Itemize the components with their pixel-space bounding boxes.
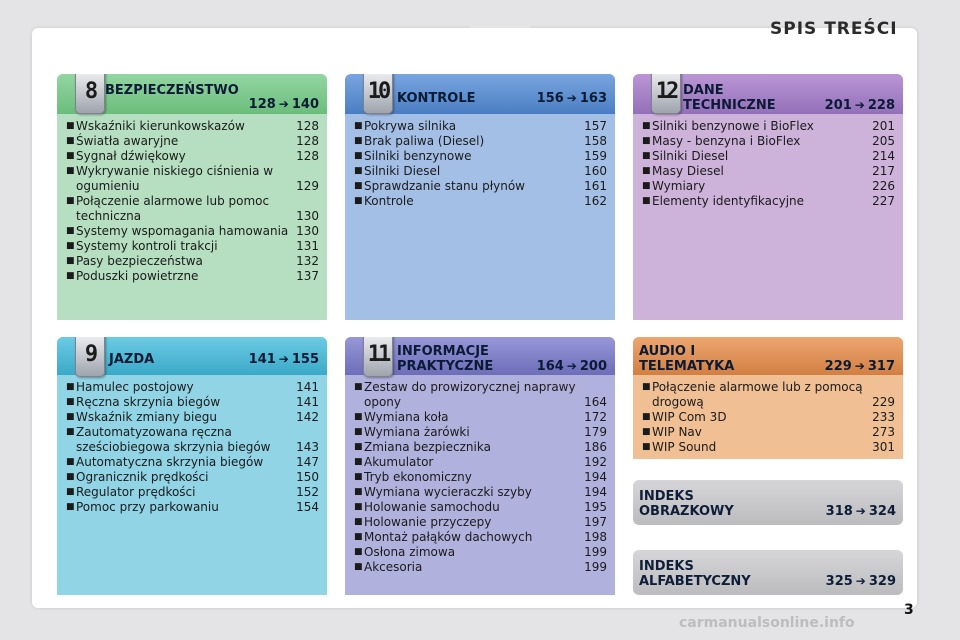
toc-entry[interactable] — [57, 380, 327, 395]
bullet-icon: ■ — [642, 196, 651, 206]
page-title: SPIS TREŚCI — [770, 19, 898, 39]
section-header — [57, 337, 327, 375]
bullet-icon: ■ — [354, 136, 363, 146]
toc-entry-page: 197 — [584, 515, 607, 529]
toc-entry-label: Sygnał dźwiękowy — [76, 149, 186, 163]
toc-entry[interactable] — [345, 545, 615, 560]
chapter-badge: 9 — [75, 337, 105, 377]
section-items — [57, 114, 327, 320]
bullet-icon: ■ — [354, 121, 363, 131]
toc-entry-label: Brak paliwa (Diesel) — [364, 134, 485, 148]
toc-entry-page: 128 — [296, 149, 319, 163]
section-title: BEZPIECZEŃSTWO — [105, 83, 239, 98]
section-page-range: 128 ➔ 140 — [248, 97, 319, 112]
toc-entry-label: Poduszki powietrzne — [76, 269, 199, 283]
bullet-icon: ■ — [354, 181, 363, 191]
toc-entry-label: Ręczna skrzynia biegów — [76, 395, 221, 409]
bullet-icon: ■ — [642, 136, 651, 146]
section-dane-techniczne[interactable] — [633, 74, 903, 320]
toc-entry-label: Masy Diesel — [652, 164, 724, 178]
arrow-right-icon: ➔ — [566, 359, 577, 373]
toc-entry-page: 195 — [584, 500, 607, 514]
toc-entry-page: 199 — [584, 545, 607, 559]
index-page-range: 318 ➔ 324 — [825, 504, 896, 519]
toc-entry-label: Masy - benzyna i BioFlex — [652, 134, 801, 148]
toc-entry-page: 147 — [296, 455, 319, 469]
toc-entry-label: WIP Com 3D — [652, 410, 727, 424]
toc-entry-label: Systemy kontroli trakcji — [76, 239, 218, 253]
toc-entry-page: 128 — [296, 134, 319, 148]
toc-entry[interactable] — [633, 149, 903, 164]
bullet-icon: ■ — [66, 487, 75, 497]
toc-entry-label: Pasy bezpieczeństwa — [76, 254, 203, 268]
toc-entry-label: Montaż pałąków dachowych — [364, 530, 533, 544]
toc-entry-label: Automatyczna skrzynia biegów — [76, 455, 264, 469]
bullet-icon: ■ — [66, 151, 75, 161]
toc-entry-label: Holowanie samochodu — [364, 500, 500, 514]
bullet-icon: ■ — [66, 196, 75, 206]
toc-entry-page: 142 — [296, 410, 319, 424]
toc-entry-page: 194 — [584, 485, 607, 499]
bullet-icon: ■ — [354, 382, 363, 392]
section-items — [345, 375, 615, 595]
bullet-icon: ■ — [354, 472, 363, 482]
section-header — [345, 337, 615, 375]
toc-entry-label: Silniki Diesel — [652, 149, 729, 163]
toc-entry[interactable] — [345, 500, 615, 515]
toc-entry-label: Silniki benzynowe — [364, 149, 472, 163]
toc-entry-label: Wymiana koła — [364, 410, 449, 424]
toc-entry[interactable] — [57, 425, 327, 455]
toc-entry-page: 137 — [296, 269, 319, 283]
toc-entry-page: 164 — [584, 395, 607, 409]
toc-entry-label: Sprawdzanie stanu płynów — [364, 179, 525, 193]
toc-entry[interactable] — [345, 470, 615, 485]
toc-entry-page: 143 — [296, 440, 319, 454]
toc-entry[interactable] — [57, 254, 327, 269]
section-jazda[interactable] — [57, 337, 327, 595]
toc-entry-label: Elementy identyfikacyjne — [652, 194, 805, 208]
toc-entry-page: 192 — [584, 455, 607, 469]
toc-entry[interactable] — [633, 179, 903, 194]
arrow-right-icon: ➔ — [278, 97, 289, 111]
bullet-icon: ■ — [642, 382, 651, 392]
toc-entry[interactable] — [57, 410, 327, 425]
section-title: INFORMACJE PRAKTYCZNE — [397, 344, 494, 374]
bullet-icon: ■ — [66, 241, 75, 251]
bullet-icon: ■ — [66, 502, 75, 512]
page-number: 3 — [904, 602, 914, 618]
bullet-icon: ■ — [642, 121, 651, 131]
toc-entry[interactable] — [345, 410, 615, 425]
section-title: KONTROLE — [397, 91, 476, 106]
section-title: DANE TECHNICZNE — [683, 83, 776, 113]
toc-entry-page: 129 — [296, 179, 319, 193]
toc-entry-label: Wskaźnik zmiany biegu — [76, 410, 217, 424]
section-page-range: 164 ➔ 200 — [536, 359, 607, 374]
section-bezpieczenstwo[interactable] — [57, 74, 327, 320]
toc-entry[interactable] — [633, 410, 903, 425]
toc-entry-page: 301 — [872, 440, 895, 454]
section-page-range: 141 ➔ 155 — [248, 352, 319, 367]
toc-entry-page: 214 — [872, 149, 895, 163]
toc-entry[interactable] — [633, 194, 903, 209]
section-items — [633, 375, 903, 459]
toc-entry-page: 158 — [584, 134, 607, 148]
toc-entry-label: Pokrywa silnika — [364, 119, 457, 133]
bullet-icon: ■ — [66, 226, 75, 236]
index-title: INDEKS ALFABETYCZNY — [639, 559, 751, 589]
bullet-icon: ■ — [642, 412, 651, 422]
toc-entry-page: 233 — [872, 410, 895, 424]
toc-entry[interactable] — [345, 440, 615, 455]
arrow-right-icon: ➔ — [854, 98, 865, 112]
toc-entry-page: 160 — [584, 164, 607, 178]
toc-entry-page: 201 — [872, 119, 895, 133]
toc-entry-label: Akumulator — [364, 455, 434, 469]
bullet-icon: ■ — [354, 562, 363, 572]
toc-entry-page: 157 — [584, 119, 607, 133]
section-header — [345, 74, 615, 114]
section-items — [57, 375, 327, 595]
bullet-icon: ■ — [66, 166, 75, 176]
arrow-right-icon: ➔ — [855, 504, 866, 518]
toc-entry-label: Ogranicznik prędkości — [76, 470, 209, 484]
toc-entry-label: Światła awaryjne — [76, 134, 179, 148]
section-audio-telematyka[interactable] — [633, 337, 903, 459]
bullet-icon: ■ — [642, 166, 651, 176]
bullet-icon: ■ — [66, 427, 75, 437]
toc-entry-label: Zestaw do prowizorycznej naprawy opony — [364, 380, 576, 409]
index-alfabetyczny[interactable] — [633, 550, 903, 595]
toc-entry-page: 130 — [296, 224, 319, 238]
toc-entry-page: 152 — [296, 485, 319, 499]
section-items — [633, 114, 903, 320]
toc-entry-label: Tryb ekonomiczny — [364, 470, 472, 484]
toc-entry[interactable] — [345, 425, 615, 440]
toc-entry-label: WIP Nav — [652, 425, 702, 439]
section-page-range: 229 ➔ 317 — [824, 359, 895, 374]
bullet-icon: ■ — [642, 151, 651, 161]
section-page-range: 201 ➔ 228 — [824, 98, 895, 113]
toc-entry[interactable] — [633, 425, 903, 440]
chapter-badge: 10 — [363, 74, 393, 114]
toc-entry-page: 217 — [872, 164, 895, 178]
toc-entry-page: 179 — [584, 425, 607, 439]
toc-entry[interactable] — [57, 470, 327, 485]
toc-entry[interactable] — [57, 134, 327, 149]
toc-entry-page: 172 — [584, 410, 607, 424]
toc-entry[interactable] — [633, 164, 903, 179]
bullet-icon: ■ — [66, 256, 75, 266]
toc-entry-label: Wskaźniki kierunkowskazów — [76, 119, 245, 133]
toc-entry[interactable] — [345, 134, 615, 149]
toc-entry-label: Wymiana wycieraczki szyby — [364, 485, 532, 499]
toc-entry[interactable] — [345, 119, 615, 134]
toc-entry-page: 159 — [584, 149, 607, 163]
toc-entry-page: 273 — [872, 425, 895, 439]
bullet-icon: ■ — [66, 412, 75, 422]
toc-entry[interactable] — [345, 515, 615, 530]
toc-entry-page: 161 — [584, 179, 607, 193]
toc-entry[interactable] — [57, 239, 327, 254]
chapter-badge: 11 — [363, 337, 393, 377]
chapter-badge: 12 — [651, 74, 681, 114]
toc-entry-label: Systemy wspomagania hamowania — [76, 224, 289, 238]
toc-entry-page: 128 — [296, 119, 319, 133]
toc-entry-page: 141 — [296, 380, 319, 394]
toc-entry-label: Zautomatyzowana ręczna sześciobiegowa skrzynia biegów — [76, 425, 271, 454]
toc-entry-label: Regulator prędkości — [76, 485, 196, 499]
section-header — [57, 74, 327, 114]
bullet-icon: ■ — [642, 181, 651, 191]
toc-entry[interactable] — [633, 134, 903, 149]
toc-entry[interactable] — [345, 179, 615, 194]
toc-entry-page: 227 — [872, 194, 895, 208]
toc-entry-page: 132 — [296, 254, 319, 268]
bullet-icon: ■ — [66, 121, 75, 131]
toc-entry[interactable] — [345, 455, 615, 470]
toc-entry-label: Holowanie przyczepy — [364, 515, 492, 529]
section-page-range: 156 ➔ 163 — [536, 91, 607, 106]
bullet-icon: ■ — [354, 196, 363, 206]
toc-entry-label: Połączenie alarmowe lub z pomocą drogową — [652, 380, 863, 409]
section-header — [633, 337, 903, 375]
toc-entry-label: Silniki Diesel — [364, 164, 441, 178]
section-items — [345, 114, 615, 320]
toc-entry-label: Wymiary — [652, 179, 706, 193]
toc-entry[interactable] — [345, 194, 615, 209]
toc-entry[interactable] — [57, 224, 327, 239]
toc-entry-label: WIP Sound — [652, 440, 717, 454]
toc-entry-label: Osłona zimowa — [364, 545, 456, 559]
toc-entry-label: Połączenie alarmowe lub pomoc techniczna — [76, 194, 270, 223]
toc-entry-page: 154 — [296, 500, 319, 514]
toc-entry-page: 162 — [584, 194, 607, 208]
toc-entry[interactable] — [345, 485, 615, 500]
toc-entry[interactable] — [633, 440, 903, 455]
arrow-right-icon: ➔ — [566, 91, 577, 105]
chapter-badge: 8 — [75, 74, 105, 114]
toc-entry[interactable] — [57, 164, 327, 194]
toc-entry[interactable] — [345, 530, 615, 545]
index-obrazkowy[interactable] — [633, 480, 903, 525]
bullet-icon: ■ — [66, 382, 75, 392]
arrow-right-icon: ➔ — [855, 574, 866, 588]
section-title: AUDIO I TELEMATYKA — [639, 344, 735, 374]
toc-entry-page: 226 — [872, 179, 895, 193]
toc-entry[interactable] — [57, 269, 327, 284]
bullet-icon: ■ — [354, 517, 363, 527]
watermark-text: carmanualsonline.info — [679, 615, 855, 631]
bullet-icon: ■ — [354, 502, 363, 512]
toc-entry-label: Akcesoria — [364, 560, 423, 574]
toc-entry-page: 198 — [584, 530, 607, 544]
bullet-icon: ■ — [66, 271, 75, 281]
bullet-icon: ■ — [66, 457, 75, 467]
toc-entry-label: Pomoc przy parkowaniu — [76, 500, 219, 514]
bullet-icon: ■ — [354, 547, 363, 557]
bullet-icon: ■ — [354, 442, 363, 452]
toc-entry[interactable] — [57, 194, 327, 224]
page-tab-notch — [470, 0, 530, 28]
bullet-icon: ■ — [354, 151, 363, 161]
toc-entry-page: 130 — [296, 209, 319, 223]
toc-entry-label: Hamulec postojowy — [76, 380, 194, 394]
toc-entry[interactable] — [57, 500, 327, 515]
bullet-icon: ■ — [66, 136, 75, 146]
section-informacje-praktyczne[interactable] — [345, 337, 615, 595]
toc-entry[interactable] — [633, 119, 903, 134]
bullet-icon: ■ — [354, 166, 363, 176]
bullet-icon: ■ — [642, 427, 651, 437]
section-kontrole[interactable] — [345, 74, 615, 320]
bullet-icon: ■ — [354, 412, 363, 422]
bullet-icon: ■ — [354, 487, 363, 497]
toc-entry-label: Kontrole — [364, 194, 414, 208]
toc-entry[interactable] — [345, 149, 615, 164]
toc-entry-page: 205 — [872, 134, 895, 148]
toc-entry-label: Wykrywanie niskiego ciśnienia w ogumieniu — [76, 164, 274, 193]
section-title: JAZDA — [109, 352, 155, 367]
toc-entry-page: 199 — [584, 560, 607, 574]
toc-entry-label: Wymiana żarówki — [364, 425, 470, 439]
toc-entry[interactable] — [345, 560, 615, 575]
toc-entry[interactable] — [57, 119, 327, 134]
toc-entry-page: 141 — [296, 395, 319, 409]
toc-entry-label: Zmiana bezpiecznika — [364, 440, 491, 454]
toc-entry[interactable] — [57, 149, 327, 164]
toc-entry-label: Silniki benzynowe i BioFlex — [652, 119, 814, 133]
index-page-range: 325 ➔ 329 — [825, 574, 896, 589]
bullet-icon: ■ — [354, 427, 363, 437]
toc-entry-page: 186 — [584, 440, 607, 454]
toc-entry-page: 131 — [296, 239, 319, 253]
toc-entry[interactable] — [345, 380, 615, 410]
toc-entry[interactable] — [633, 380, 903, 410]
toc-entry[interactable] — [57, 485, 327, 500]
bullet-icon: ■ — [642, 442, 651, 452]
toc-entry-page: 229 — [872, 395, 895, 409]
section-header — [633, 74, 903, 114]
index-title: INDEKS OBRAZKOWY — [639, 489, 734, 519]
bullet-icon: ■ — [66, 397, 75, 407]
toc-entry-page: 150 — [296, 470, 319, 484]
toc-entry[interactable] — [57, 395, 327, 410]
toc-entry[interactable] — [57, 455, 327, 470]
bullet-icon: ■ — [354, 457, 363, 467]
bullet-icon: ■ — [354, 532, 363, 542]
toc-entry[interactable] — [345, 164, 615, 179]
toc-entry-page: 194 — [584, 470, 607, 484]
arrow-right-icon: ➔ — [278, 352, 289, 366]
bullet-icon: ■ — [66, 472, 75, 482]
arrow-right-icon: ➔ — [854, 359, 865, 373]
